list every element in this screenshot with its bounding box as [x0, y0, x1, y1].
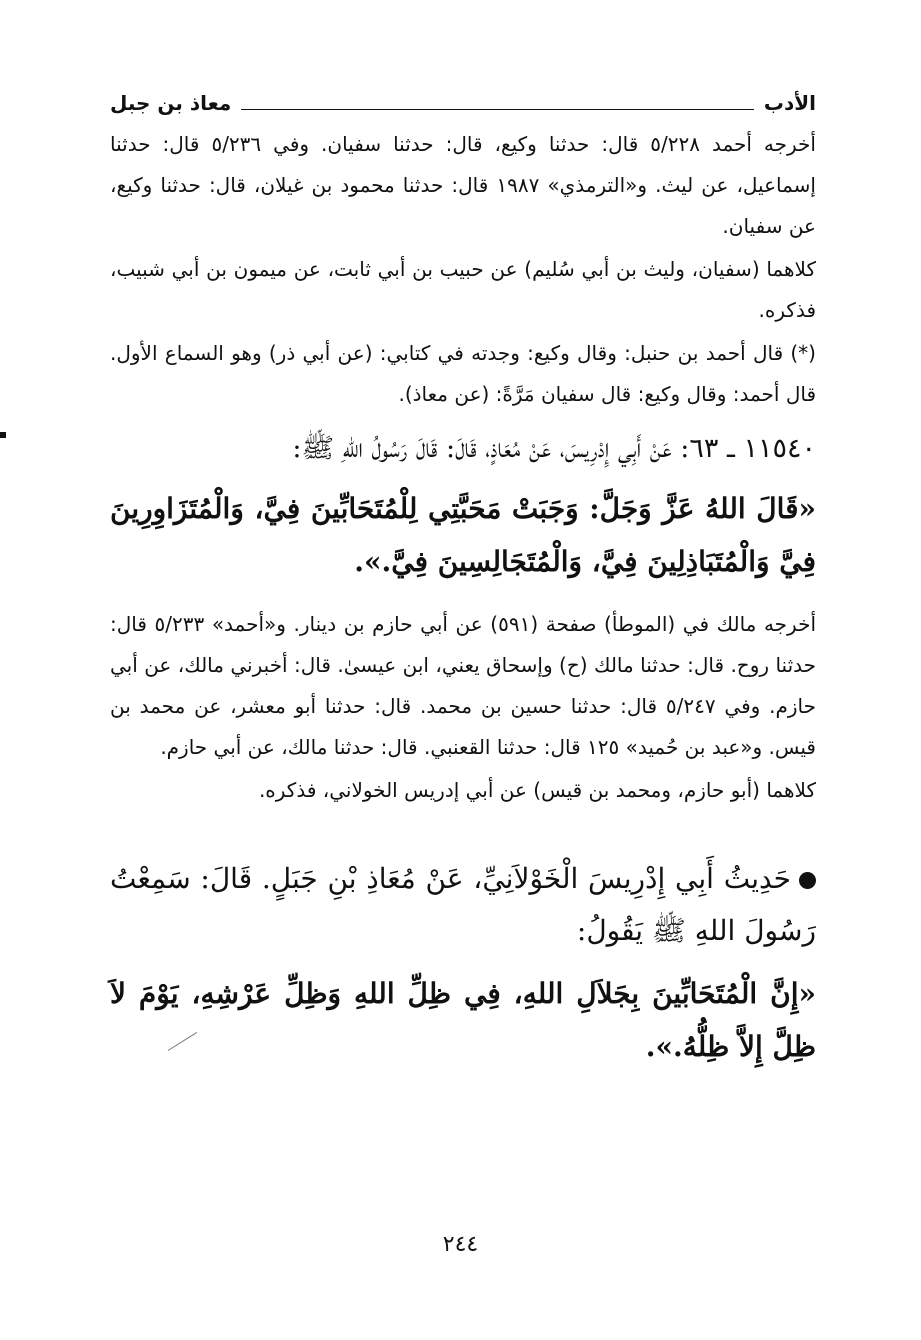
takhrij-note: أخرجه مالك في (الموطأ) صفحة (٥٩١) عن أبي حازم بن دينار. و«أحمد» ٥/٢٣٣ قال: حدثنا روح. قال: حدثنا مالك (ح) وإسحاق يعني، ابن عيسىٰ. قال: أخبرني مالك، عن أبي حازم. وفي ٥/٢٤٧ قال: حدثنا حسين بن محمد. قال: حدثنا أبو معشر، عن محمد بن قيس. و«عبد بن حُميد» ١٢٥ قال: حدثنا القعنبي. قال: حدثنا مالك، عن أبي حازم. [110, 612, 816, 759]
header-book-title: الأدب [763, 91, 816, 115]
spacer [110, 811, 816, 853]
page-number: ٢٤٤ [442, 1232, 479, 1257]
spacer [110, 957, 816, 967]
footnote: (*) قال أحمد بن حنبل: وقال وكيع: وجدته في كتابي: (عن أبي ذر) وهو السماع الأول. قال أحمد: وقال وكيع: قال سفيان مَرَّةً: (عن معاذ). [110, 341, 816, 406]
chapter-heading-text: حَدِيثُ أَبِي إِدْرِيسَ الْخَوْلاَنِيِّ، عَنْ مُعَاذِ بْنِ جَبَلٍ. قَالَ: سَمِعْتُ رَسُولَ اللهِ ﷺ يَقُولُ: [110, 862, 816, 947]
margin-mark [0, 432, 6, 438]
running-header [110, 88, 816, 118]
hadith-heading: ١١٥٤٠ ـ ٦٣: عَنْ أَبِي إِدْرِيسَ، عَنْ مُعَاذٍ، قَالَ: قَالَ رَسُولُ اللهِ ﷺ: [292, 433, 816, 464]
page-body [110, 88, 816, 1073]
spacer [110, 415, 816, 425]
chapter-heading [110, 853, 816, 957]
spacer [110, 472, 816, 482]
header-rule [241, 97, 754, 110]
takhrij-note: كلاهما (أبو حازم، ومحمد بن قيس) عن أبي إدريس الخولاني، فذكره. [258, 778, 816, 802]
takhrij-note: كلاهما (سفيان، وليث بن أبي سُليم) عن حبيب بن أبي ثابت، عن ميمون بن أبي شبيب، فذكره. [110, 257, 816, 322]
hadith-text: «إِنَّ الْمُتَحَابِّينَ بِجَلاَلِ اللهِ، فِي ظِلِّ اللهِ وَظِلِّ عَرْشِهِ، يَوْمَ لاَ ظِلَّ إِلاَّ ظِلُّهُ.». [110, 977, 816, 1063]
spacer [110, 588, 816, 604]
hadith-text: «قَالَ اللهُ عَزَّ وَجَلَّ: وَجَبَتْ مَحَبَّتِي لِلْمُتَحَابِّينَ فِيَّ، وَالْمُتَزَاوِرِينَ فِيَّ وَالْمُتَبَاذِلِينَ فِيَّ، وَالْمُتَجَالِسِينَ فِيَّ.». [110, 492, 816, 578]
takhrij-note: أخرجه أحمد ٥/٢٢٨ قال: حدثنا وكيع، قال: حدثنا سفيان. وفي ٥/٢٣٦ قال: حدثنا إسماعيل، عن ليث. و«الترمذي» ١٩٨٧ قال: حدثنا محمود بن غيلان، قال: حدثنا وكيع، عن سفيان. [110, 132, 816, 238]
bullet-icon [799, 872, 816, 889]
header-author: معاذ بن جبل [110, 91, 232, 115]
